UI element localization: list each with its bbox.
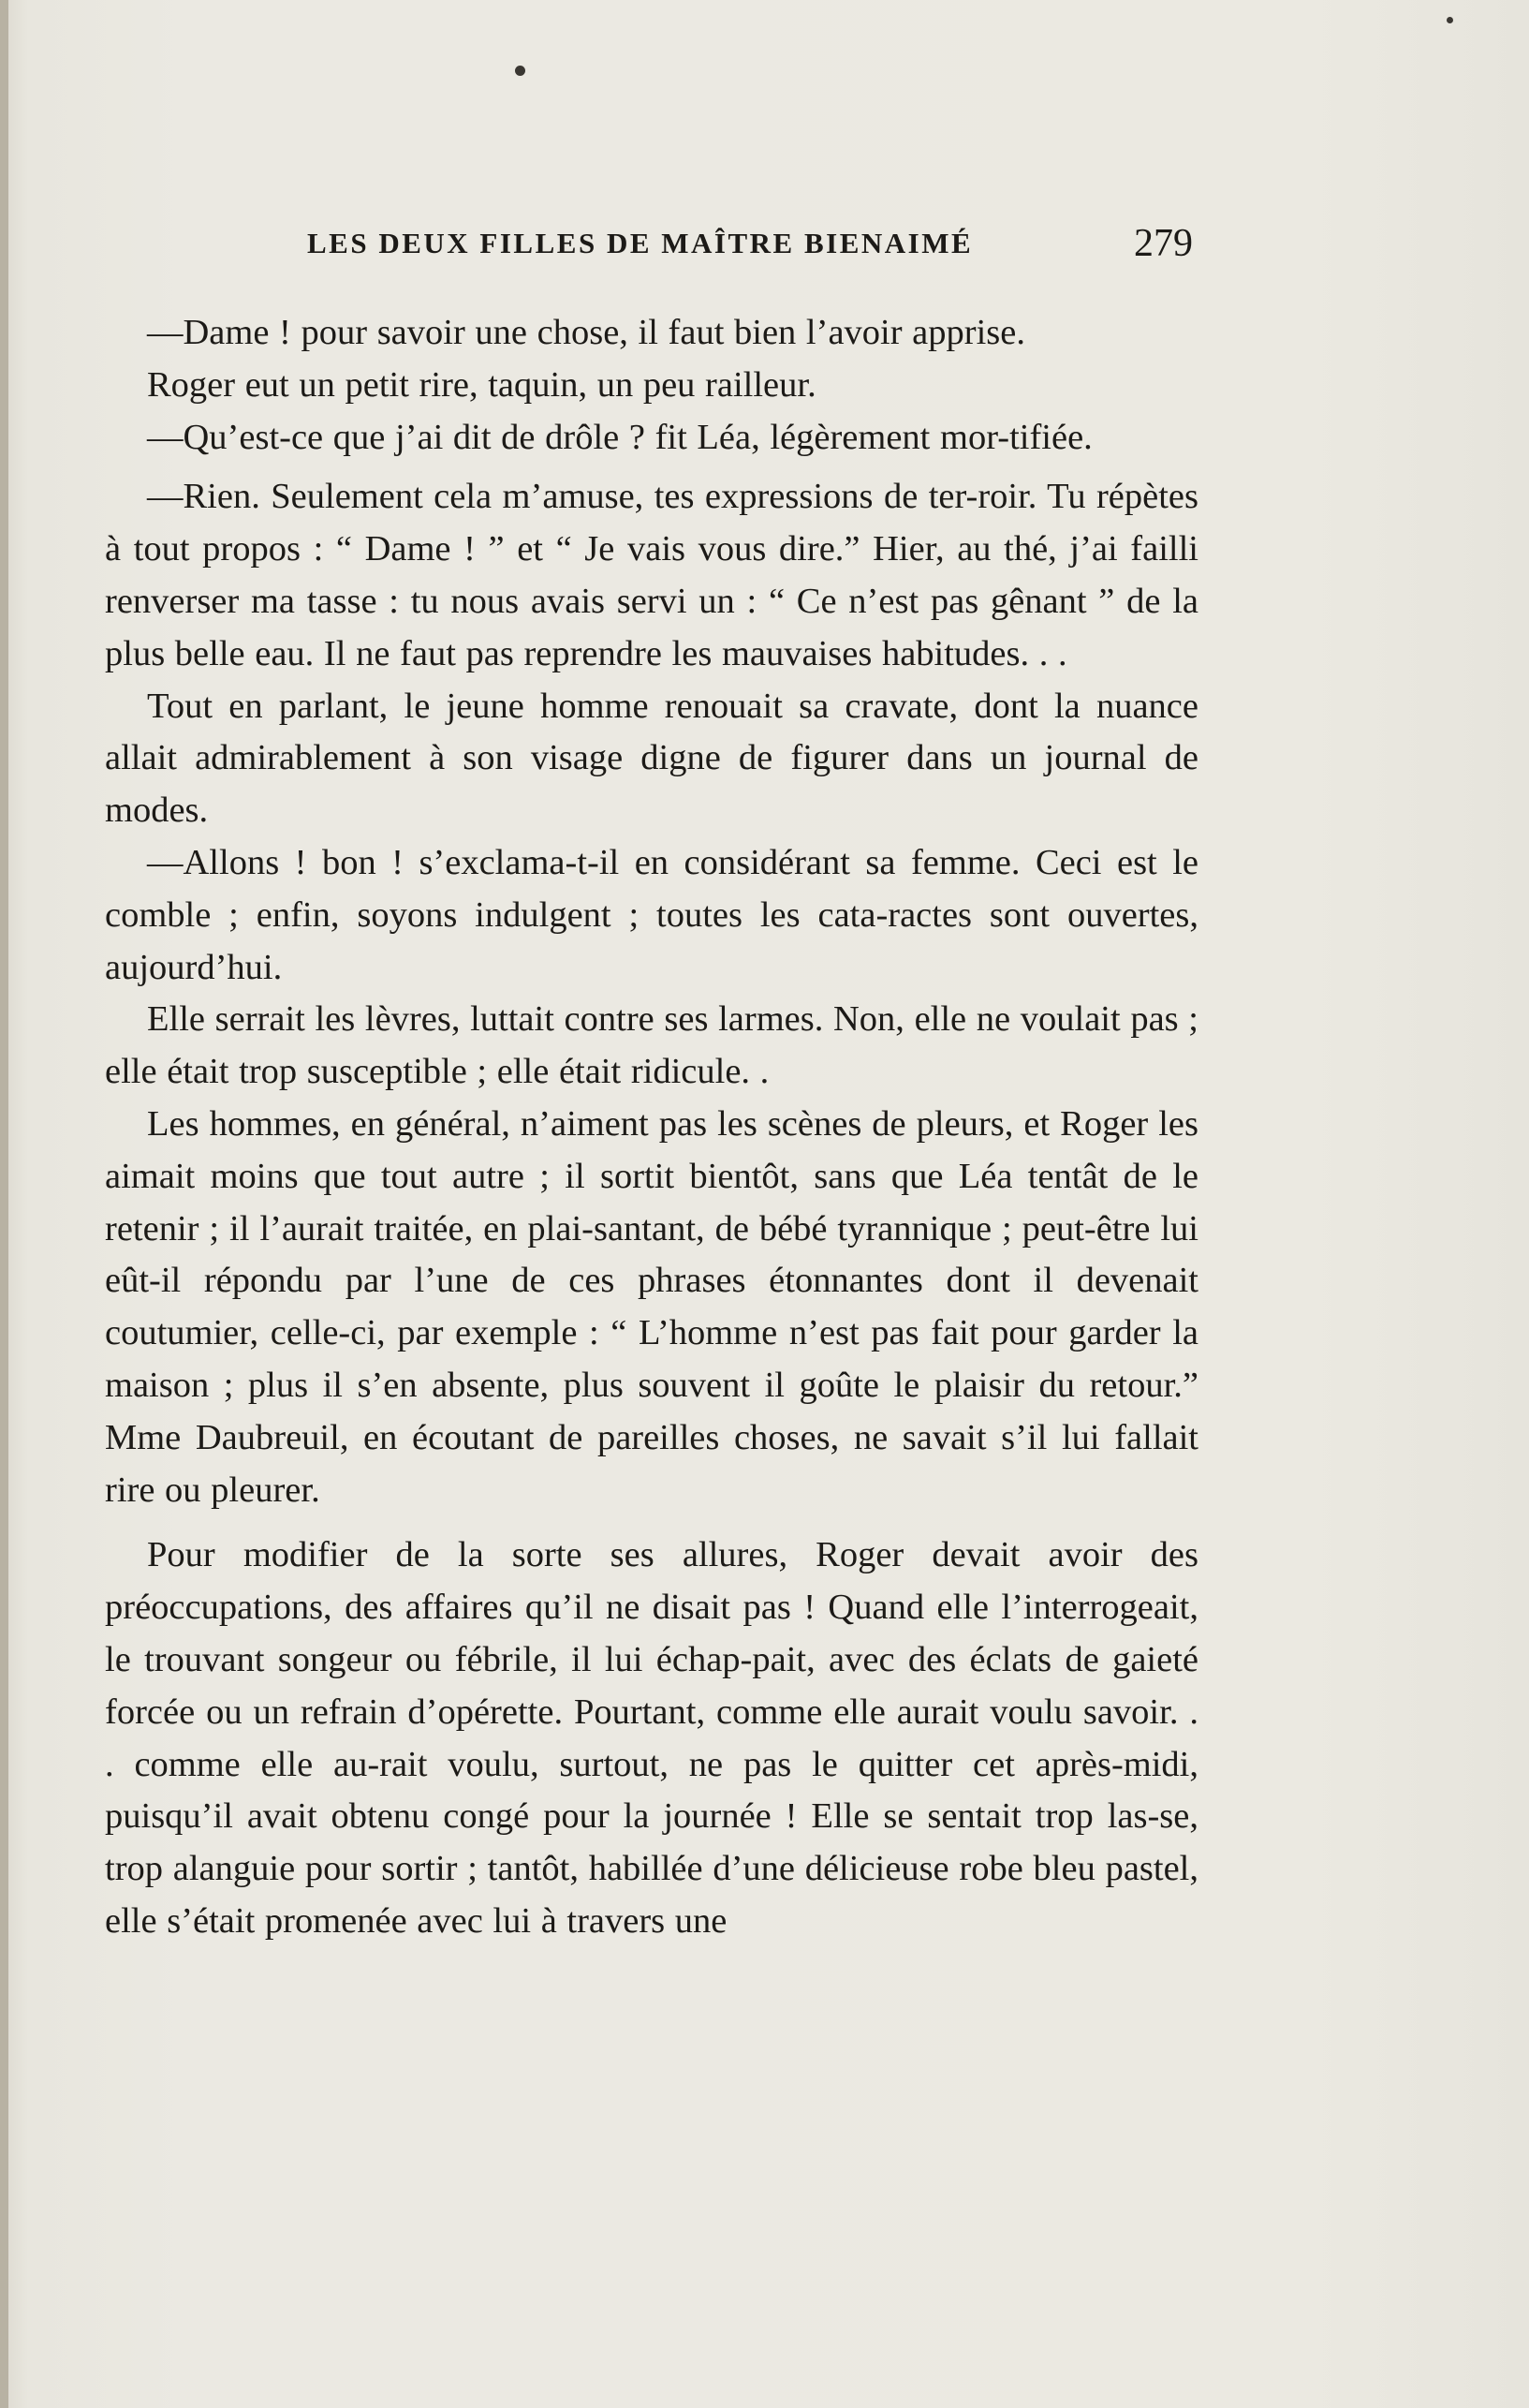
- running-title: LES DEUX FILLES DE MAÎTRE BIENAIMÉ: [307, 227, 974, 259]
- paragraph: Tout en parlant, le jeune homme renouait sa cravate, dont la nuance allait admirablement à son visage digne de figurer dans un journal de modes.: [105, 686, 1198, 831]
- page-header: [307, 221, 1193, 273]
- page-edge-shadow: [0, 0, 8, 2408]
- paragraph: —Dame ! pour savoir une chose, il faut bien l’avoir apprise.: [147, 313, 1025, 352]
- paragraph: —Qu’est-ce que j’ai dit de drôle ? fit Léa, légèrement mor-tifiée.: [147, 417, 1093, 457]
- page-number: 279: [1134, 222, 1193, 265]
- paragraph: Pour modifier de la sorte ses allures, Roger devait avoir des préoccupations, des affaires qu’il ne disait pas ! Quand elle l’interrogeait, le trouvant songeur ou fébrile, il lui échap-pait, avec des éclats de gaieté forcée ou un refrain d’opérette. Pourtant, comme elle aurait voulu savoir. . . comme elle au-rait voulu, surtout, ne pas le quitter cet après-midi, puisqu’il avait obtenu congé pour la journée ! Elle se sentait trop las-se, trop alanguie pour sortir ; tantôt, habillée d’une délicieuse robe bleu pastel, elle s’était promenée avec lui à travers une: [105, 1535, 1198, 1941]
- paragraph: —Allons ! bon ! s’exclama-t-il en considérant sa femme. Ceci est le comble ; enfin, soyons indulgent ; toutes les cata-ractes sont ouvertes, aujourd’hui.: [105, 842, 1198, 987]
- paragraph: Roger eut un petit rire, taquin, un peu railleur.: [147, 364, 816, 405]
- body-text: [105, 307, 1198, 1948]
- paragraph: Les hommes, en général, n’aiment pas les scènes de pleurs, et Roger les aimait moins que tout autre ; il sortit bientôt, sans que Léa tentât de le retenir ; il l’aurait traitée, en plai-santant, de bébé tyrannique ; peut-être lui eût-il répondu par l’une de ces phrases étonnantes dont il devenait coutumier, celle-ci, par exemple : “ L’homme n’est pas fait pour garder la maison ; plus il s’en absente, plus souvent il goûte le plaisir du retour.” Mme Daubreuil, en écoutant de pareilles choses, ne savait s’il lui fallait rire ou pleurer.: [105, 1103, 1198, 1510]
- paragraph: —Rien. Seulement cela m’amuse, tes expressions de ter-roir. Tu répètes à tout propos : “ Dame ! ” et “ Je vais vous dire.” Hier, au thé, j’ai failli renverser ma tasse : tu nous avais servi un : “ Ce n’est pas gênant ” de la plus belle eau. Il ne faut pas reprendre les mauvaises habitudes. . .: [105, 477, 1198, 673]
- ink-speck: [1447, 17, 1453, 23]
- ink-speck: [515, 66, 525, 76]
- paragraph: Elle serrait les lèvres, luttait contre ses larmes. Non, elle ne voulait pas ; elle était trop susceptible ; elle était ridicule. .: [105, 999, 1198, 1092]
